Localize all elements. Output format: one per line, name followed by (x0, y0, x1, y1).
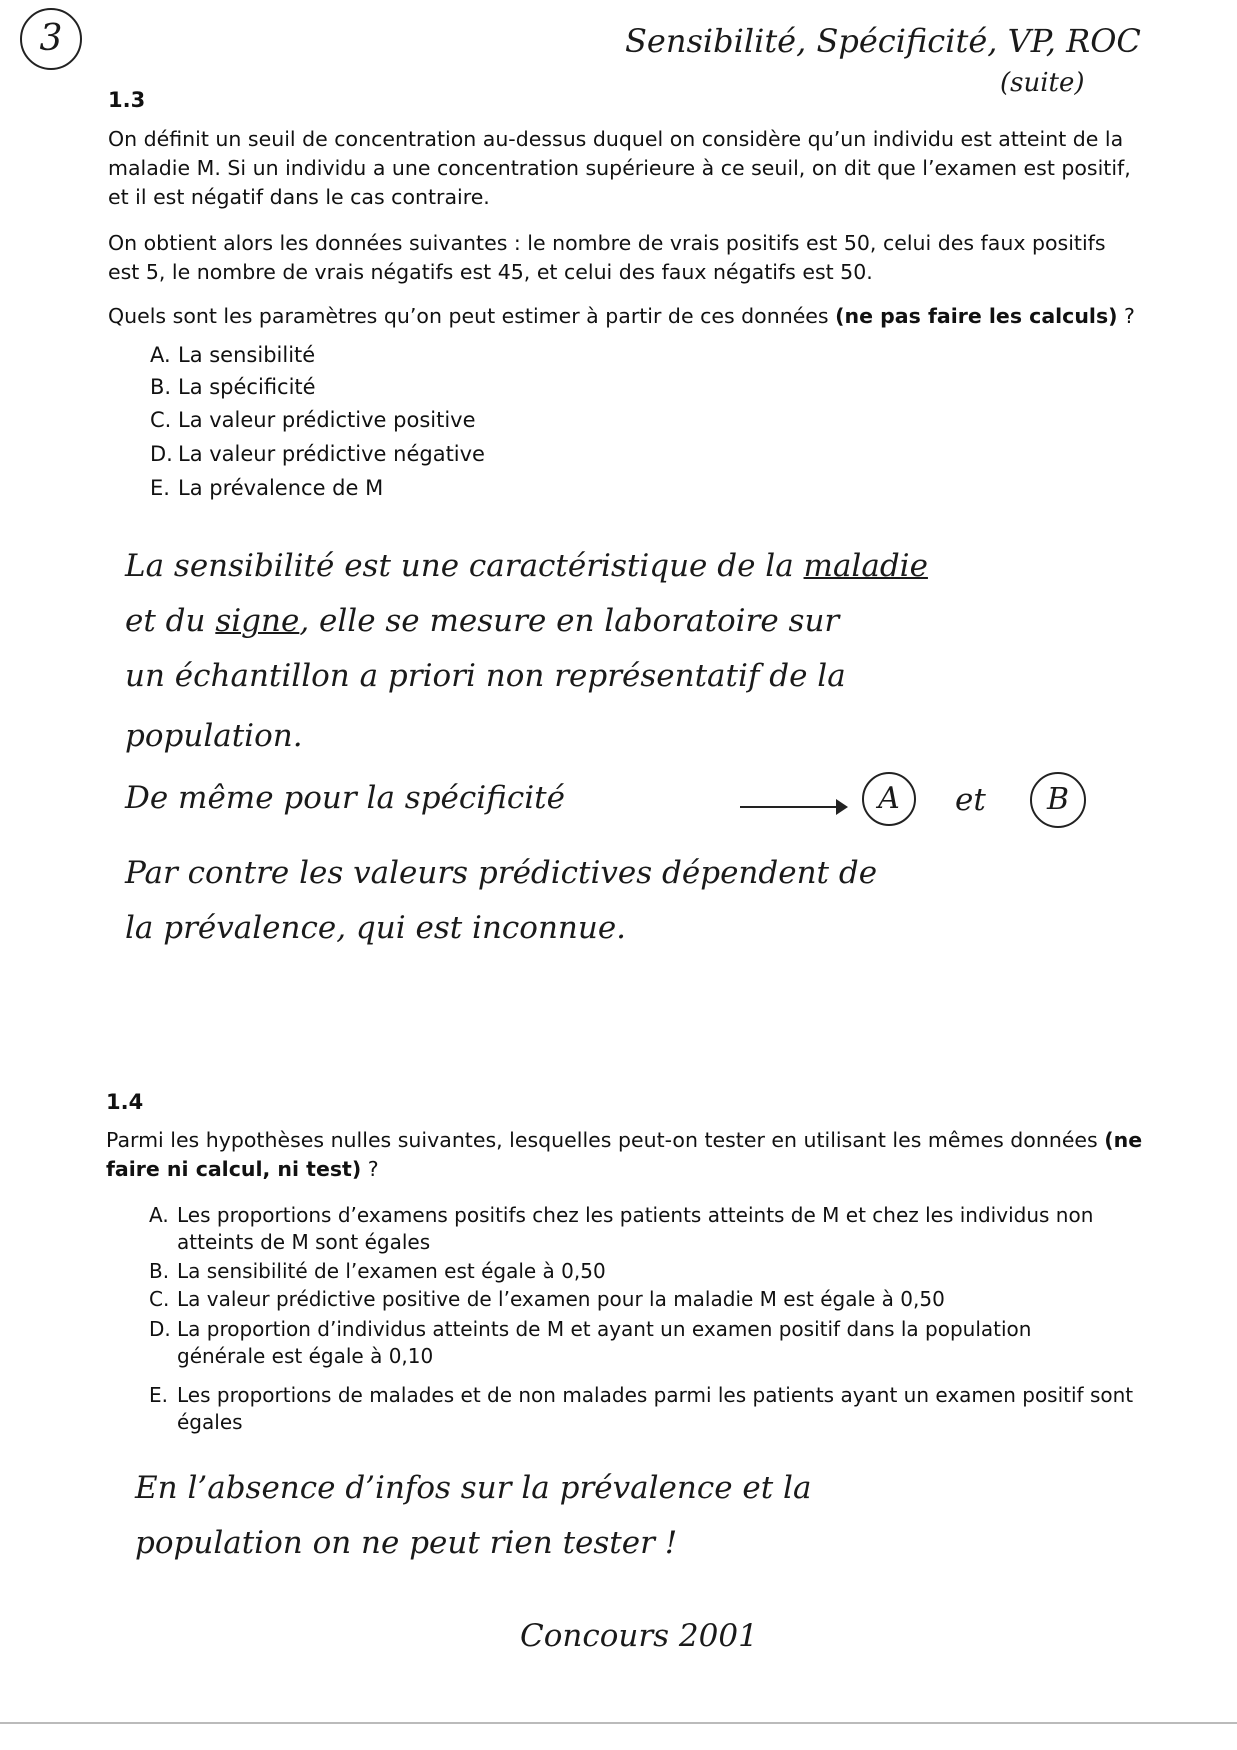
q13-question-bold: (ne pas faire les calculs) (835, 304, 1118, 328)
option-letter: A. (150, 343, 171, 367)
option-text: La prévalence de M (178, 476, 384, 500)
option-letter: B. (149, 1259, 170, 1283)
footer-note: Concours 2001 (520, 1618, 758, 1654)
option-letter: E. (150, 476, 170, 500)
arrow-line (740, 806, 840, 808)
q13-question-end: ? (1117, 304, 1135, 328)
q13-answer-line-2 (125, 603, 839, 639)
q14-question-bold: (ne faire ni calcul, ni test) (106, 1128, 1143, 1181)
circled-letter: A (878, 781, 900, 816)
option-letter: D. (150, 442, 173, 466)
option-text: La sensibilité de l’examen est égale à 0,50 (177, 1259, 606, 1283)
q13-answer-line-1 (125, 548, 928, 584)
q13-paragraph-1: On définit un seuil de concentration au-dessus duquel on considère qu’un individu est atteint de la maladie M. Si un individu a une concentration supérieure à ce seuil, on dit que l’examen est positif, et il est négatif dans le cas contraire. (108, 127, 1131, 209)
q13-option-e (150, 473, 383, 503)
question-number-1-4: 1.4 (106, 1090, 144, 1114)
q13-answer-connector: et (955, 782, 986, 818)
q13-option-c (150, 405, 476, 435)
q13-option-a (150, 340, 315, 370)
q13-question-text: Quels sont les paramètres qu’on peut estimer à partir de ces données (108, 304, 836, 328)
q14-question-text: Parmi les hypothèses nulles suivantes, lesquelles peut-on tester en utilisant les mêmes données (106, 1128, 1105, 1152)
circled-answer-a (862, 772, 916, 826)
q14-option-e (149, 1382, 1137, 1436)
q14-question-end: ? (361, 1157, 379, 1181)
q14-answer-line-1: En l’absence d’infos sur la prévalence et la (135, 1470, 812, 1506)
option-letter: B. (150, 375, 172, 399)
option-text: La sensibilité (178, 343, 316, 367)
option-text: Les proportions d’examens positifs chez les patients atteints de M et chez les individus non atteints de M sont égales (177, 1203, 1094, 1254)
q14-answer-line-2: population on ne peut rien tester ! (135, 1525, 678, 1561)
option-letter: C. (149, 1287, 170, 1311)
circled-answer-b (1030, 772, 1086, 828)
option-text: La spécificité (178, 375, 316, 399)
page-number: 3 (39, 18, 63, 59)
q13-question (108, 302, 1148, 331)
q14-option-b (149, 1258, 1157, 1285)
topic-heading: Sensibilité, Spécificité, VP, ROC (625, 22, 1141, 60)
q13-answer-line-5: De même pour la spécificité (125, 780, 565, 816)
answer-text: , elle se mesure en laboratoire sur (299, 603, 840, 639)
answer-text: La sensibilité est une caractéristique de la (125, 548, 794, 584)
q13-answer-line-4: population. (125, 718, 303, 754)
q13-paragraph-2: On obtient alors les données suivantes : le nombre de vrais positifs est 50, celui des faux positifs est 5, le nombre de vrais négatifs est 45, et celui des faux négatifs est 50. (108, 231, 1106, 284)
q13-answer-line-6: Par contre les valeurs prédictives dépendent de (125, 855, 878, 891)
option-text: La valeur prédictive positive de l’examen pour la maladie M est égale à 0,50 (177, 1287, 945, 1311)
q14-option-d (149, 1316, 1097, 1370)
answer-text: et du (125, 603, 206, 639)
q13-answer-line-3: un échantillon a priori non représentatif de la (125, 658, 846, 694)
option-text: La valeur prédictive négative (178, 442, 485, 466)
option-text: Les proportions de malades et de non malades parmi les patients ayant un examen positif sont égales (177, 1383, 1134, 1434)
option-letter: D. (149, 1317, 171, 1341)
q14-option-c (149, 1286, 1157, 1313)
q14-question (106, 1126, 1156, 1184)
circled-letter: B (1046, 782, 1070, 817)
option-text: La valeur prédictive positive (178, 408, 476, 432)
answer-underlined-word: signe (215, 603, 300, 639)
topic-suffix: (suite) (1000, 68, 1085, 98)
page-number-circle (20, 8, 82, 70)
q13-option-b (150, 372, 316, 402)
option-letter: E. (149, 1383, 168, 1407)
arrow-head-icon (836, 799, 848, 815)
option-letter: C. (150, 408, 172, 432)
q13-option-d (150, 439, 485, 469)
option-letter: A. (149, 1203, 169, 1227)
answer-underlined-word: maladie (803, 548, 928, 584)
q14-option-a (149, 1202, 1157, 1256)
question-number-1-3: 1.3 (108, 88, 146, 112)
q13-answer-line-7: la prévalence, qui est inconnue. (125, 910, 627, 946)
page-edge-rule (0, 1722, 1237, 1724)
option-text: La proportion d’individus atteints de M et ayant un examen positif dans la population générale est égale à 0,10 (177, 1317, 1032, 1368)
